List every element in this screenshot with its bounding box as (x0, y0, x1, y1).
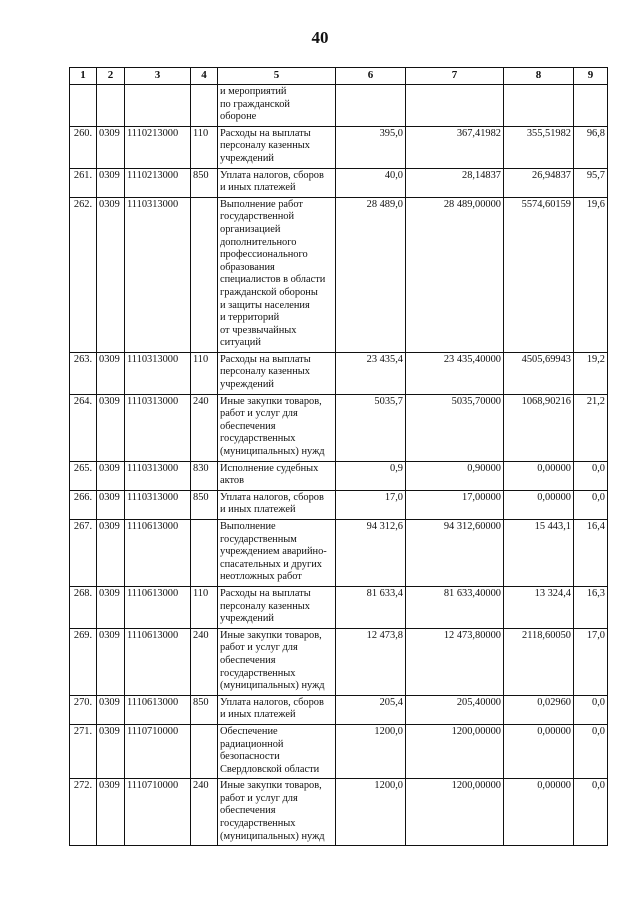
item-description: Уплата налогов, сборов и иных платежей (218, 490, 336, 519)
table-row (70, 197, 608, 352)
planned-amount: 81 633,40000 (406, 586, 504, 628)
approved-amount: 94 312,6 (336, 520, 406, 587)
executed-amount: 0,00000 (504, 724, 574, 778)
planned-amount: 12 473,80000 (406, 628, 504, 695)
section-code: 0309 (97, 779, 125, 846)
planned-amount: 205,40000 (406, 695, 504, 724)
budget-table (69, 67, 608, 846)
target-article-code: 1110313000 (125, 461, 191, 490)
executed-amount: 15 443,1 (504, 520, 574, 587)
item-description: Выполнение работ государственной организацией дополнительного профессионального образования специалистов в области гражданской обороны и защиты населения и территорий от чрезвычайных ситуаций (218, 197, 336, 352)
section-code: 0309 (97, 520, 125, 587)
header-row (70, 68, 608, 85)
row-number: 266. (70, 490, 97, 519)
planned-amount: 17,00000 (406, 490, 504, 519)
item-description: Расходы на выплаты персоналу казенных учреждений (218, 586, 336, 628)
row-number (70, 85, 97, 127)
execution-percent: 16,4 (574, 520, 608, 587)
executed-amount: 5574,60159 (504, 197, 574, 352)
planned-amount: 1200,00000 (406, 779, 504, 846)
executed-amount (504, 85, 574, 127)
item-description: Расходы на выплаты персоналу казенных учреждений (218, 126, 336, 168)
expense-type-code: 240 (191, 779, 218, 846)
expense-type-code: 110 (191, 126, 218, 168)
approved-amount: 5035,7 (336, 394, 406, 461)
target-article-code: 1110613000 (125, 628, 191, 695)
section-code: 0309 (97, 724, 125, 778)
planned-amount: 0,90000 (406, 461, 504, 490)
approved-amount: 12 473,8 (336, 628, 406, 695)
row-number: 270. (70, 695, 97, 724)
execution-percent: 0,0 (574, 724, 608, 778)
table-row (70, 85, 608, 127)
expense-type-code: 830 (191, 461, 218, 490)
expense-type-code (191, 85, 218, 127)
approved-amount: 17,0 (336, 490, 406, 519)
section-code: 0309 (97, 197, 125, 352)
expense-type-code: 850 (191, 695, 218, 724)
column-header: 9 (574, 68, 608, 85)
planned-amount: 28,14837 (406, 168, 504, 197)
expense-type-code: 850 (191, 490, 218, 519)
row-number: 272. (70, 779, 97, 846)
item-description: Уплата налогов, сборов и иных платежей (218, 695, 336, 724)
target-article-code: 1110213000 (125, 168, 191, 197)
table-row (70, 520, 608, 587)
approved-amount: 40,0 (336, 168, 406, 197)
section-code: 0309 (97, 352, 125, 394)
execution-percent: 21,2 (574, 394, 608, 461)
executed-amount: 0,00000 (504, 779, 574, 846)
section-code: 0309 (97, 394, 125, 461)
item-description: Выполнение государственным учреждением аварийно- спасательных и других неотложных работ (218, 520, 336, 587)
target-article-code: 1110710000 (125, 779, 191, 846)
planned-amount: 23 435,40000 (406, 352, 504, 394)
column-header: 5 (218, 68, 336, 85)
execution-percent: 96,8 (574, 126, 608, 168)
approved-amount (336, 85, 406, 127)
column-header: 8 (504, 68, 574, 85)
executed-amount: 13 324,4 (504, 586, 574, 628)
column-header: 1 (70, 68, 97, 85)
row-number: 264. (70, 394, 97, 461)
expense-type-code (191, 520, 218, 587)
executed-amount: 2118,60050 (504, 628, 574, 695)
table-row (70, 126, 608, 168)
item-description: Расходы на выплаты персоналу казенных учреждений (218, 352, 336, 394)
planned-amount: 5035,70000 (406, 394, 504, 461)
expense-type-code: 240 (191, 394, 218, 461)
executed-amount: 1068,90216 (504, 394, 574, 461)
planned-amount: 94 312,60000 (406, 520, 504, 587)
approved-amount: 205,4 (336, 695, 406, 724)
execution-percent: 19,6 (574, 197, 608, 352)
execution-percent: 0,0 (574, 779, 608, 846)
execution-percent: 17,0 (574, 628, 608, 695)
row-number: 267. (70, 520, 97, 587)
item-description: Исполнение судебных актов (218, 461, 336, 490)
item-description: Обеспечение радиационной безопасности Свердловской области (218, 724, 336, 778)
execution-percent (574, 85, 608, 127)
column-header: 2 (97, 68, 125, 85)
section-code (97, 85, 125, 127)
executed-amount: 0,00000 (504, 461, 574, 490)
expense-type-code: 110 (191, 586, 218, 628)
execution-percent: 19,2 (574, 352, 608, 394)
table-row (70, 352, 608, 394)
table-row (70, 394, 608, 461)
table-row (70, 779, 608, 846)
expense-type-code: 110 (191, 352, 218, 394)
execution-percent: 16,3 (574, 586, 608, 628)
executed-amount: 0,00000 (504, 490, 574, 519)
row-number: 262. (70, 197, 97, 352)
section-code: 0309 (97, 586, 125, 628)
row-number: 265. (70, 461, 97, 490)
row-number: 263. (70, 352, 97, 394)
approved-amount: 1200,0 (336, 779, 406, 846)
table-row (70, 628, 608, 695)
executed-amount: 4505,69943 (504, 352, 574, 394)
approved-amount: 1200,0 (336, 724, 406, 778)
approved-amount: 28 489,0 (336, 197, 406, 352)
execution-percent: 0,0 (574, 695, 608, 724)
approved-amount: 81 633,4 (336, 586, 406, 628)
planned-amount: 1200,00000 (406, 724, 504, 778)
column-header: 6 (336, 68, 406, 85)
table-row (70, 168, 608, 197)
target-article-code: 1110613000 (125, 520, 191, 587)
execution-percent: 95,7 (574, 168, 608, 197)
expense-type-code (191, 724, 218, 778)
approved-amount: 395,0 (336, 126, 406, 168)
executed-amount: 26,94837 (504, 168, 574, 197)
target-article-code: 1110613000 (125, 586, 191, 628)
target-article-code (125, 85, 191, 127)
item-description: Иные закупки товаров, работ и услуг для обеспечения государственных (муниципальных) нужд (218, 394, 336, 461)
executed-amount: 355,51982 (504, 126, 574, 168)
page-number: 40 (311, 28, 329, 47)
row-number: 271. (70, 724, 97, 778)
item-description: Уплата налогов, сборов и иных платежей (218, 168, 336, 197)
expense-type-code: 240 (191, 628, 218, 695)
column-header: 3 (125, 68, 191, 85)
target-article-code: 1110613000 (125, 695, 191, 724)
section-code: 0309 (97, 168, 125, 197)
table-row (70, 461, 608, 490)
item-description: Иные закупки товаров, работ и услуг для обеспечения государственных (муниципальных) нужд (218, 628, 336, 695)
planned-amount (406, 85, 504, 127)
section-code: 0309 (97, 695, 125, 724)
target-article-code: 1110313000 (125, 394, 191, 461)
section-code: 0309 (97, 461, 125, 490)
execution-percent: 0,0 (574, 490, 608, 519)
target-article-code: 1110313000 (125, 490, 191, 519)
expense-type-code: 850 (191, 168, 218, 197)
section-code: 0309 (97, 628, 125, 695)
approved-amount: 23 435,4 (336, 352, 406, 394)
planned-amount: 28 489,00000 (406, 197, 504, 352)
item-description: Иные закупки товаров, работ и услуг для обеспечения государственных (муниципальных) нужд (218, 779, 336, 846)
table-row (70, 490, 608, 519)
executed-amount: 0,02960 (504, 695, 574, 724)
row-number: 260. (70, 126, 97, 168)
column-header: 4 (191, 68, 218, 85)
row-number: 261. (70, 168, 97, 197)
expense-type-code (191, 197, 218, 352)
execution-percent: 0,0 (574, 461, 608, 490)
row-number: 268. (70, 586, 97, 628)
table-row (70, 586, 608, 628)
table-row (70, 695, 608, 724)
target-article-code: 1110313000 (125, 352, 191, 394)
planned-amount: 367,41982 (406, 126, 504, 168)
section-code: 0309 (97, 490, 125, 519)
item-description: и мероприятий по гражданской обороне (218, 85, 336, 127)
target-article-code: 1110313000 (125, 197, 191, 352)
section-code: 0309 (97, 126, 125, 168)
row-number: 269. (70, 628, 97, 695)
target-article-code: 1110710000 (125, 724, 191, 778)
target-article-code: 1110213000 (125, 126, 191, 168)
table-row (70, 724, 608, 778)
approved-amount: 0,9 (336, 461, 406, 490)
column-header: 7 (406, 68, 504, 85)
